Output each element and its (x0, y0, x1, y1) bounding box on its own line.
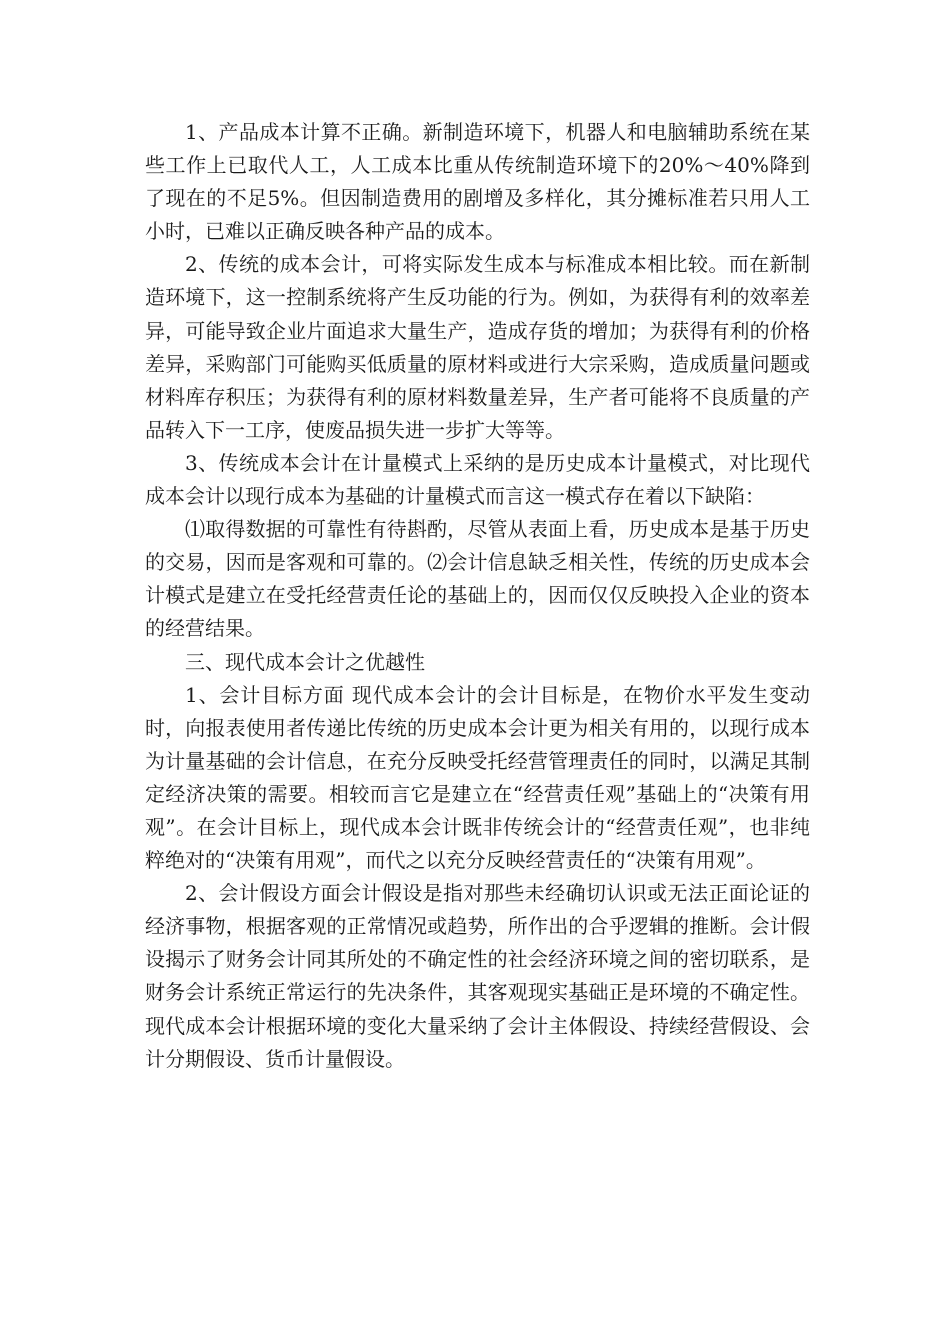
paragraph-accounting-assumptions: 2、会计假设方面会计假设是指对那些未经确切认识或无法正面论证的经济事物，根据客观的正常情况或趋势，所作出的合乎逻辑的推断。会计假设揭示了财务会计同其所处的不确定性的社会经济环境之间的密切联系，是财务会计系统正常运行的先决条件，其客观现实基础正是环境的不确定性。现代成本会计根据环境的变化大量采纳了会计主体假设、持续经营假设、会计分期假设、货币计量假设。 (145, 881, 810, 1071)
section-heading-modern-advantages: 三、现代成本会计之优越性 (185, 649, 425, 674)
paragraph-accounting-objectives: 1、会计目标方面 现代成本会计的会计目标是，在物价水平发生变动时，向报表使用者传递比传统的历史成本会计更为相关有用的，以现行成本为计量基础的会计信息，在充分反映受托经营管理责任的同时，以满足其制定经济决策的需要。相较而言它是建立在“经营责任观”基础上的“决策有用观”。在会计目标上，现代成本会计既非传统会计的“经营责任观”，也非纯粹绝对的“决策有用观”，而代之以充分反映经营责任的“决策有用观”。 (145, 682, 810, 873)
paragraph-traditional-cost-accounting: 2、传统的成本会计，可将实际发生成本与标准成本相比较。而在新制造环境下，这一控制系统将产生反功能的行为。例如，为获得有利的效率差异，可能导致企业片面追求大量生产，造成存货的增加；为获得有利的价格差异，采购部门可能购买低质量的原材料或进行大宗采购，造成质量问题或材料库存积压；为获得有利的原材料数量差异，生产者可能将不良质量的产品转入下一工序，使废品损失进一步扩大等等。 (145, 252, 810, 442)
paragraph-measurement-model: 3、传统成本会计在计量模式上采纳的是历史成本计量模式，对比现代成本会计以现行成本为基础的计量模式而言这一模式存在着以下缺陷： (145, 450, 810, 509)
document-body (145, 116, 810, 1076)
paragraph-cost-calculation: 1、产品成本计算不正确。新制造环境下，机器人和电脑辅助系统在某些工作上已取代人工，人工成本比重从传统制造环境下的20%～40%降到了现在的不足5%。但因制造费用的剧增及多样化，其分摊标准若只用人工小时，已难以正确反映各种产品的成本。 (145, 120, 810, 244)
paragraph-defects-list: ⑴取得数据的可靠性有待斟酌，尽管从表面上看，历史成本是基于历史的交易，因而是客观和可靠的。⑵会计信息缺乏相关性，传统的历史成本会计模式是建立在受托经营责任论的基础上的，因而仅仅反映投入企业的资本的经营结果。 (145, 517, 810, 641)
